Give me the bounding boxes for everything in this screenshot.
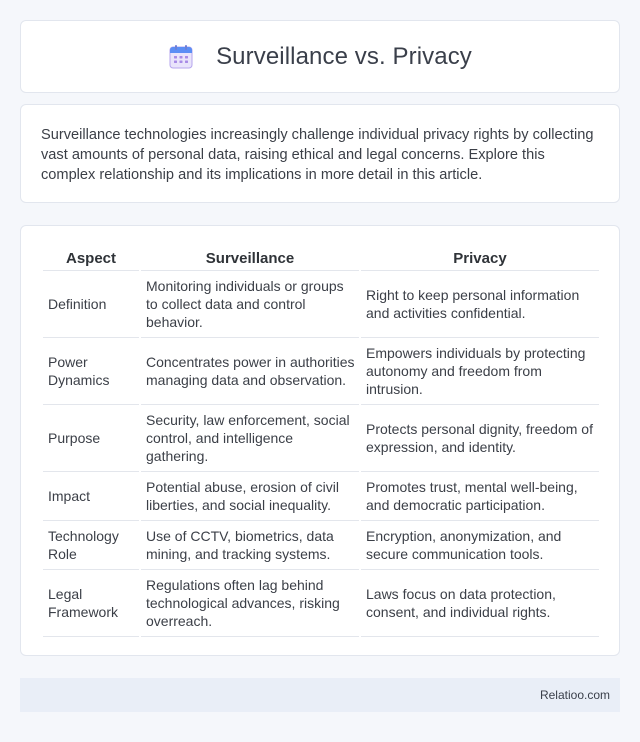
cell-privacy: Protects personal dignity, freedom of expression, and identity. <box>361 405 599 472</box>
table-row <box>43 570 599 637</box>
cell-privacy: Right to keep personal information and activities confidential. <box>361 271 599 338</box>
comparison-table <box>43 246 599 637</box>
header-privacy: Privacy <box>361 246 599 271</box>
intro-card <box>20 104 620 203</box>
cell-aspect: Purpose <box>43 405 139 472</box>
cell-privacy: Promotes trust, mental well-being, and democratic participation. <box>361 472 599 521</box>
cell-aspect: Definition <box>43 271 139 338</box>
cell-surveillance: Potential abuse, erosion of civil liberties, and social inequality. <box>141 472 359 521</box>
cell-surveillance: Concentrates power in authorities managing data and observation. <box>141 338 359 405</box>
cell-aspect: Impact <box>43 472 139 521</box>
title-card <box>20 20 620 93</box>
page-title: Surveillance vs. Privacy <box>216 42 472 70</box>
title-wrap <box>168 43 472 71</box>
cell-surveillance: Use of CCTV, biometrics, data mining, and tracking systems. <box>141 521 359 570</box>
cell-privacy: Laws focus on data protection, consent, and individual rights. <box>361 570 599 637</box>
intro-text: Surveillance technologies increasingly challenge individual privacy rights by collecting vast amounts of personal data, raising ethical and legal concerns. Explore this complex relationship and its implications in more detail in this article. <box>41 127 594 183</box>
cell-surveillance: Security, law enforcement, social control, and intelligence gathering. <box>141 405 359 472</box>
table-row <box>43 405 599 472</box>
cell-aspect: Power Dynamics <box>43 338 139 405</box>
table-row <box>43 521 599 570</box>
cell-aspect: Technology Role <box>43 521 139 570</box>
table-header-row <box>43 246 599 271</box>
cell-privacy: Encryption, anonymization, and secure communication tools. <box>361 521 599 570</box>
cell-surveillance: Monitoring individuals or groups to collect data and control behavior. <box>141 271 359 338</box>
calendar-icon <box>168 44 194 70</box>
cell-surveillance: Regulations often lag behind technological advances, risking overreach. <box>141 570 359 637</box>
cell-aspect: Legal Framework <box>43 570 139 637</box>
table-row <box>43 271 599 338</box>
table-row <box>43 338 599 405</box>
footer <box>20 678 620 712</box>
table-row <box>43 472 599 521</box>
comparison-table-card <box>20 225 620 656</box>
header-surveillance: Surveillance <box>141 246 359 271</box>
footer-site-link[interactable]: Relatioo.com <box>539 688 610 702</box>
header-aspect: Aspect <box>43 246 139 271</box>
cell-privacy: Empowers individuals by protecting autonomy and freedom from intrusion. <box>361 338 599 405</box>
